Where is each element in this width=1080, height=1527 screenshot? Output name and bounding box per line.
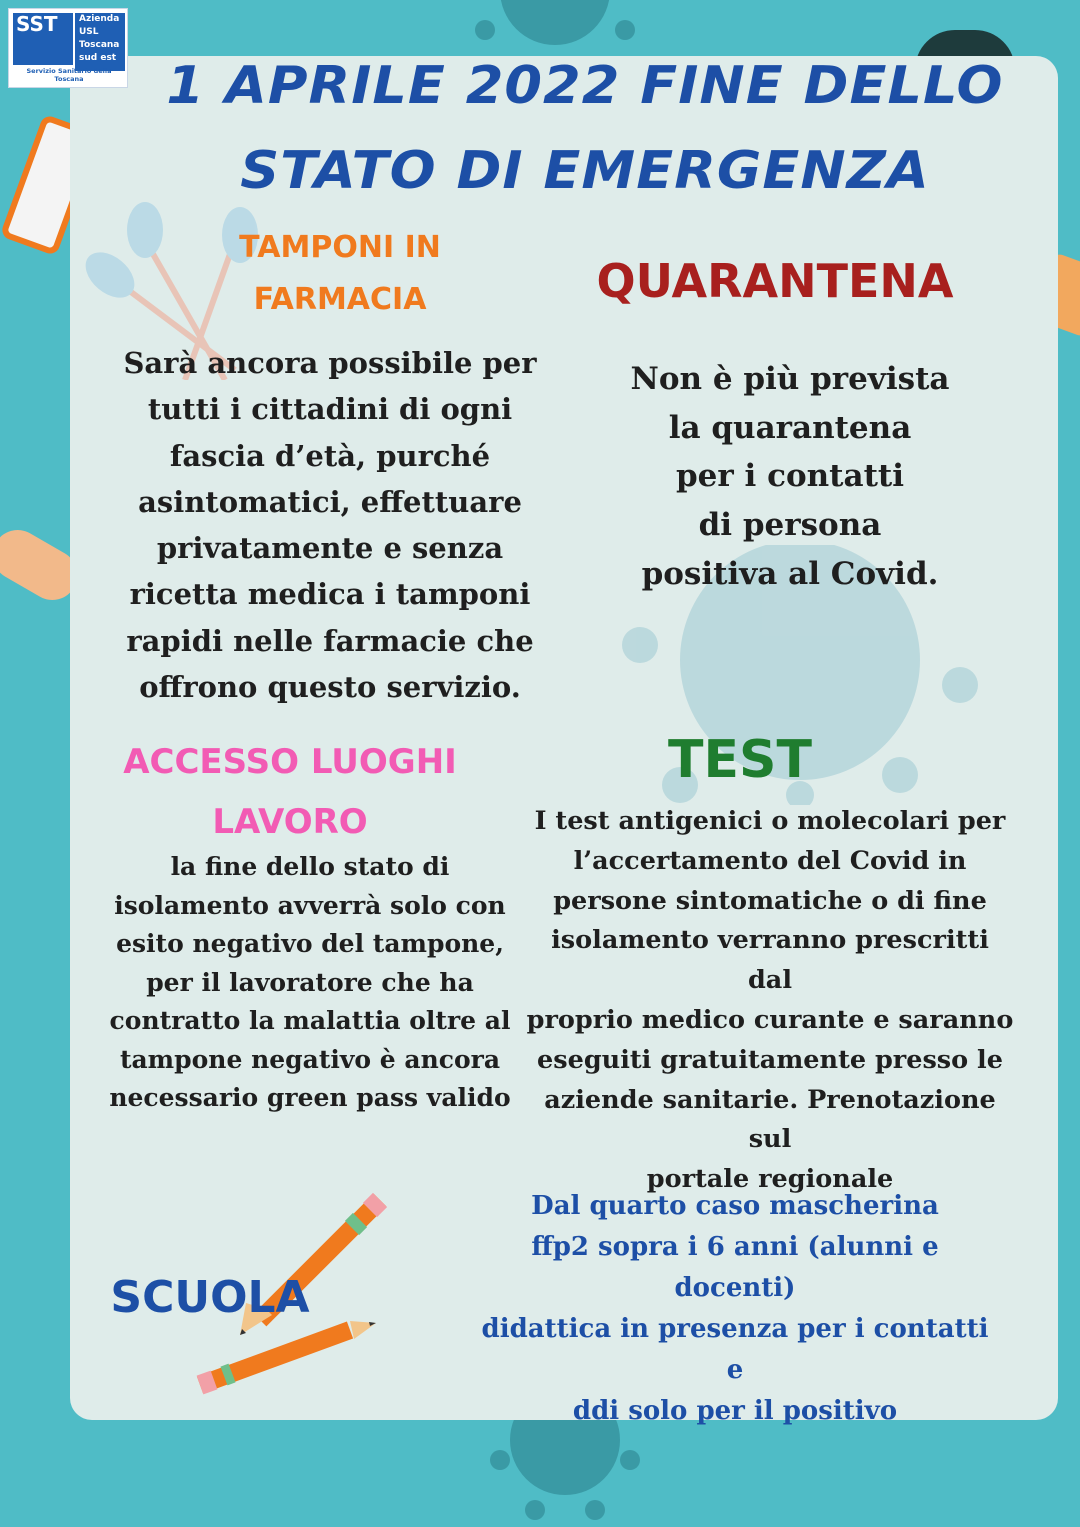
test-line: l’accertamento del Covid in [573, 845, 967, 876]
scuola-heading: SCUOLA [110, 1272, 310, 1323]
accesso-line: per il lavoratore che ha [146, 967, 474, 997]
quarantena-line: per i contatti [675, 458, 904, 495]
test-line: portale regionale [646, 1164, 894, 1195]
accesso-line: contratto la malattia oltre al [109, 1006, 511, 1035]
scuola-line: Dal quarto caso mascherina [531, 1191, 939, 1221]
scuola-line: ddi solo per il positivo [572, 1396, 898, 1426]
accesso-heading-line2: LAVORO [212, 802, 368, 842]
quarantena-line: di persona [698, 507, 882, 544]
logo [8, 8, 128, 88]
accesso-line: isolamento avverrà solo con [114, 890, 506, 920]
quarantena-body [590, 355, 990, 599]
page-title-line2: STATO DI EMERGENZA [240, 141, 930, 201]
scuola-line: e [726, 1355, 744, 1385]
test-heading: TEST [668, 730, 812, 790]
test-line: isolamento verranno prescritti dal [551, 925, 989, 996]
tamponi-line: ricetta medica i tamponi [129, 577, 531, 612]
scuola-line: didattica in presenza per i contatti [481, 1314, 989, 1344]
logo-text [75, 13, 125, 71]
quarantena-line: positiva al Covid. [641, 555, 939, 592]
test-line: proprio medico curante e saranno [526, 1004, 1014, 1035]
test-line: I test antigenici o molecolari per [534, 806, 1006, 836]
tamponi-line: fascia d’età, purché [169, 438, 491, 473]
test-line: persone sintomatiche o di fine [553, 885, 987, 916]
tamponi-heading-line2: FARMACIA [253, 282, 427, 317]
tamponi-line: offrono questo servizio. [139, 670, 521, 705]
tamponi-line: privatamente e senza [156, 531, 504, 566]
logo-sst: SST [13, 13, 73, 65]
accesso-line: necessario green pass valido [109, 1083, 511, 1112]
quarantena-line: Non è più prevista [630, 361, 950, 397]
test-body [525, 802, 1015, 1200]
tamponi-body [110, 340, 550, 710]
tamponi-line: asintomatici, effettuare [138, 484, 522, 519]
scuola-body [470, 1186, 1000, 1432]
tamponi-heading-line1: TAMPONI IN [239, 230, 441, 265]
tamponi-line: Sarà ancora possibile per [123, 346, 537, 380]
tamponi-heading [200, 222, 480, 326]
accesso-line: la fine dello stato di [170, 852, 450, 881]
logo-line: Azienda [79, 14, 120, 24]
accesso-line: esito negativo del tampone, [116, 929, 504, 958]
accesso-line: tampone negativo è ancora [119, 1044, 501, 1074]
tamponi-line: rapidi nelle farmacie che [126, 623, 534, 658]
accesso-body [105, 848, 515, 1118]
quarantena-line: la quarantena [668, 409, 912, 446]
tamponi-line: tutti i cittadini di ogni [147, 392, 513, 427]
logo-footer: Servizio Sanitario della Toscana [26, 67, 112, 83]
scuola-line: ffp2 sopra i 6 anni (alunni e docenti) [531, 1232, 939, 1303]
test-line: eseguiti gratuitamente presso le [537, 1044, 1003, 1075]
page-title-line1: 1 APRILE 2022 FINE DELLO [166, 56, 1004, 116]
test-line: aziende sanitarie. Prenotazione sul [544, 1084, 996, 1155]
logo-line: Toscana [79, 40, 120, 50]
accesso-heading-line1: ACCESSO LUOGHI [123, 742, 457, 782]
logo-line: USL [79, 27, 99, 37]
logo-line: sud est [79, 53, 117, 63]
quarantena-heading: QUARANTENA [596, 254, 954, 308]
accesso-heading [120, 732, 460, 852]
